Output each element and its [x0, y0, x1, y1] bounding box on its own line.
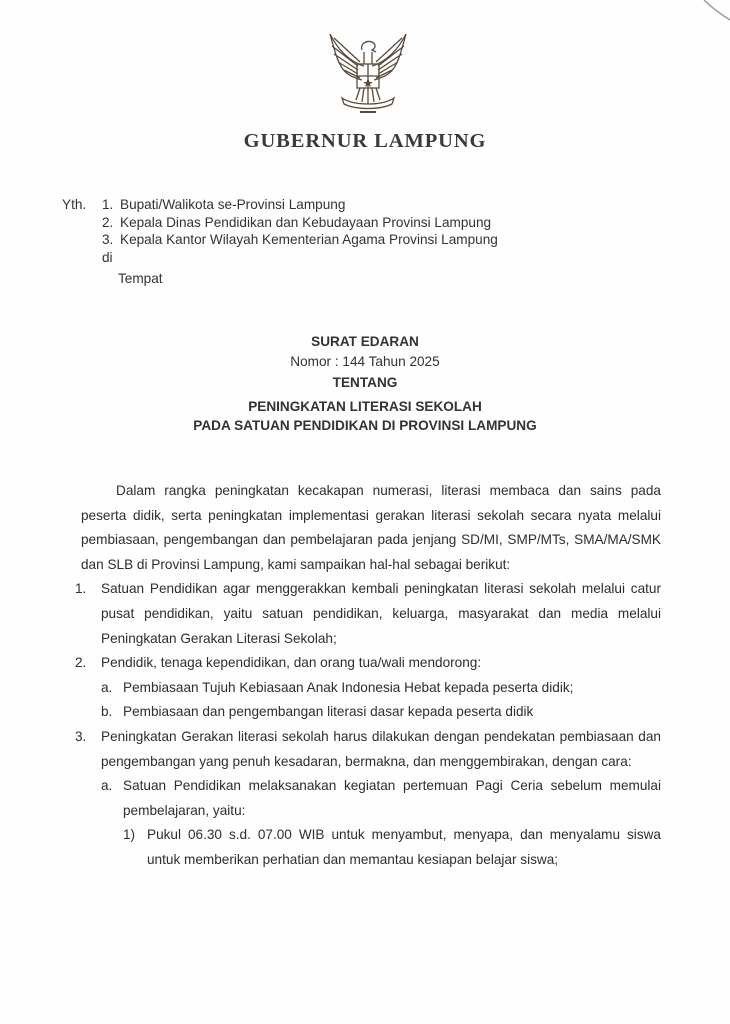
list-item-3 [75, 725, 661, 774]
recipient-text: Kepala Dinas Pendidikan dan Kebudayaan Provinsi Lampung [120, 214, 492, 230]
sub-item-text: Pembiasaan dan pengembangan literasi dasar kepada peserta didik [123, 704, 534, 720]
list-item-1 [75, 577, 661, 651]
letter-body [75, 479, 661, 873]
recipient-text: Kepala Kantor Wilayah Kementerian Agama Provinsi Lampung [120, 232, 498, 247]
list-item-2 [75, 651, 661, 676]
sub-item-letter: a. [101, 679, 113, 695]
item-number: 2. [75, 655, 87, 671]
yth-label: Yth. [62, 197, 87, 212]
sub-sub-item-number: 1) [123, 827, 136, 843]
subject-line-1: PENINGKATAN LITERASI SEKOLAH [248, 399, 482, 414]
recipient-number: 2. [102, 214, 114, 230]
sub-item-text: Satuan Pendidikan melaksanakan kegiatan pertemuan Pagi Ceria sebelum memulai pembelajaran, yaitu: [123, 778, 661, 818]
recipient-item [62, 231, 498, 249]
page-corner-fold [700, 0, 730, 24]
item-number: 1. [75, 581, 87, 597]
about-label: TENTANG [332, 375, 398, 390]
sub-item-letter: a. [101, 778, 113, 794]
di-label: di [102, 249, 113, 265]
sub-item-2b [75, 700, 661, 725]
sub-sub-item-3a1 [75, 823, 661, 872]
sub-item-text: Pembiasaan Tujuh Kebiasaan Anak Indonesia Hebat kepada peserta didik; [123, 679, 574, 695]
letter-number: Nomor : 144 Tahun 2025 [290, 354, 440, 369]
recipient-number: 3. [102, 232, 114, 247]
recipient-number: 1. [102, 197, 114, 212]
item-text: Pendidik, tenaga kependidikan, dan orang tua/wali mendorong: [101, 655, 482, 671]
recipient-item [62, 214, 498, 232]
sub-item-2a [75, 676, 661, 701]
issuer-title: GUBERNUR LAMPUNG [243, 130, 487, 152]
garuda-emblem-icon [320, 28, 416, 120]
item-number: 3. [75, 728, 87, 744]
sub-item-letter: b. [101, 704, 113, 720]
intro-paragraph: Dalam rangka peningkatan kecakapan numerasi, literasi membaca dan sains pada peserta didik, serta peningkatan implementasi gerakan literasi sekolah secara nyata melalui pembiasaan, pengembangan dan pembelajaran pada jenjang SD/MI, SMP/MTs, SMA/MA/SMK dan SLB di Provinsi Lampung, kami sampaikan hal-hal sebagai berikut: [81, 483, 661, 572]
recipient-text: Bupati/Walikota se-Provinsi Lampung [120, 197, 346, 212]
item-text: Satuan Pendidikan agar menggerakkan kembali peningkatan literasi sekolah melalui catur pusat pendidikan, yaitu satuan pendidikan, keluarga, masyarakat dan media melalui Peningkatan Gerakan Literasi Sekolah; [101, 581, 661, 646]
addressee-block [62, 196, 498, 288]
letter-type: SURAT EDARAN [311, 334, 419, 349]
item-text: Peningkatan Gerakan literasi sekolah harus dilakukan dengan pendekatan pembiasaan dan pengembangan yang penuh kesadaran, bermakna, dan menggembirakan, dengan cara: [101, 728, 661, 769]
sub-item-3a [75, 774, 661, 823]
subject-line-2: PADA SATUAN PENDIDIKAN DI PROVINSI LAMPUNG [193, 418, 537, 433]
recipient-item [62, 196, 498, 214]
sub-sub-item-text: Pukul 06.30 s.d. 07.00 WIB untuk menyambut, menyapa, dan menyalamu siswa untuk memberikan perhatian dan memantau kesiapan belajar siswa; [147, 827, 661, 867]
place-label: Tempat [118, 271, 163, 286]
